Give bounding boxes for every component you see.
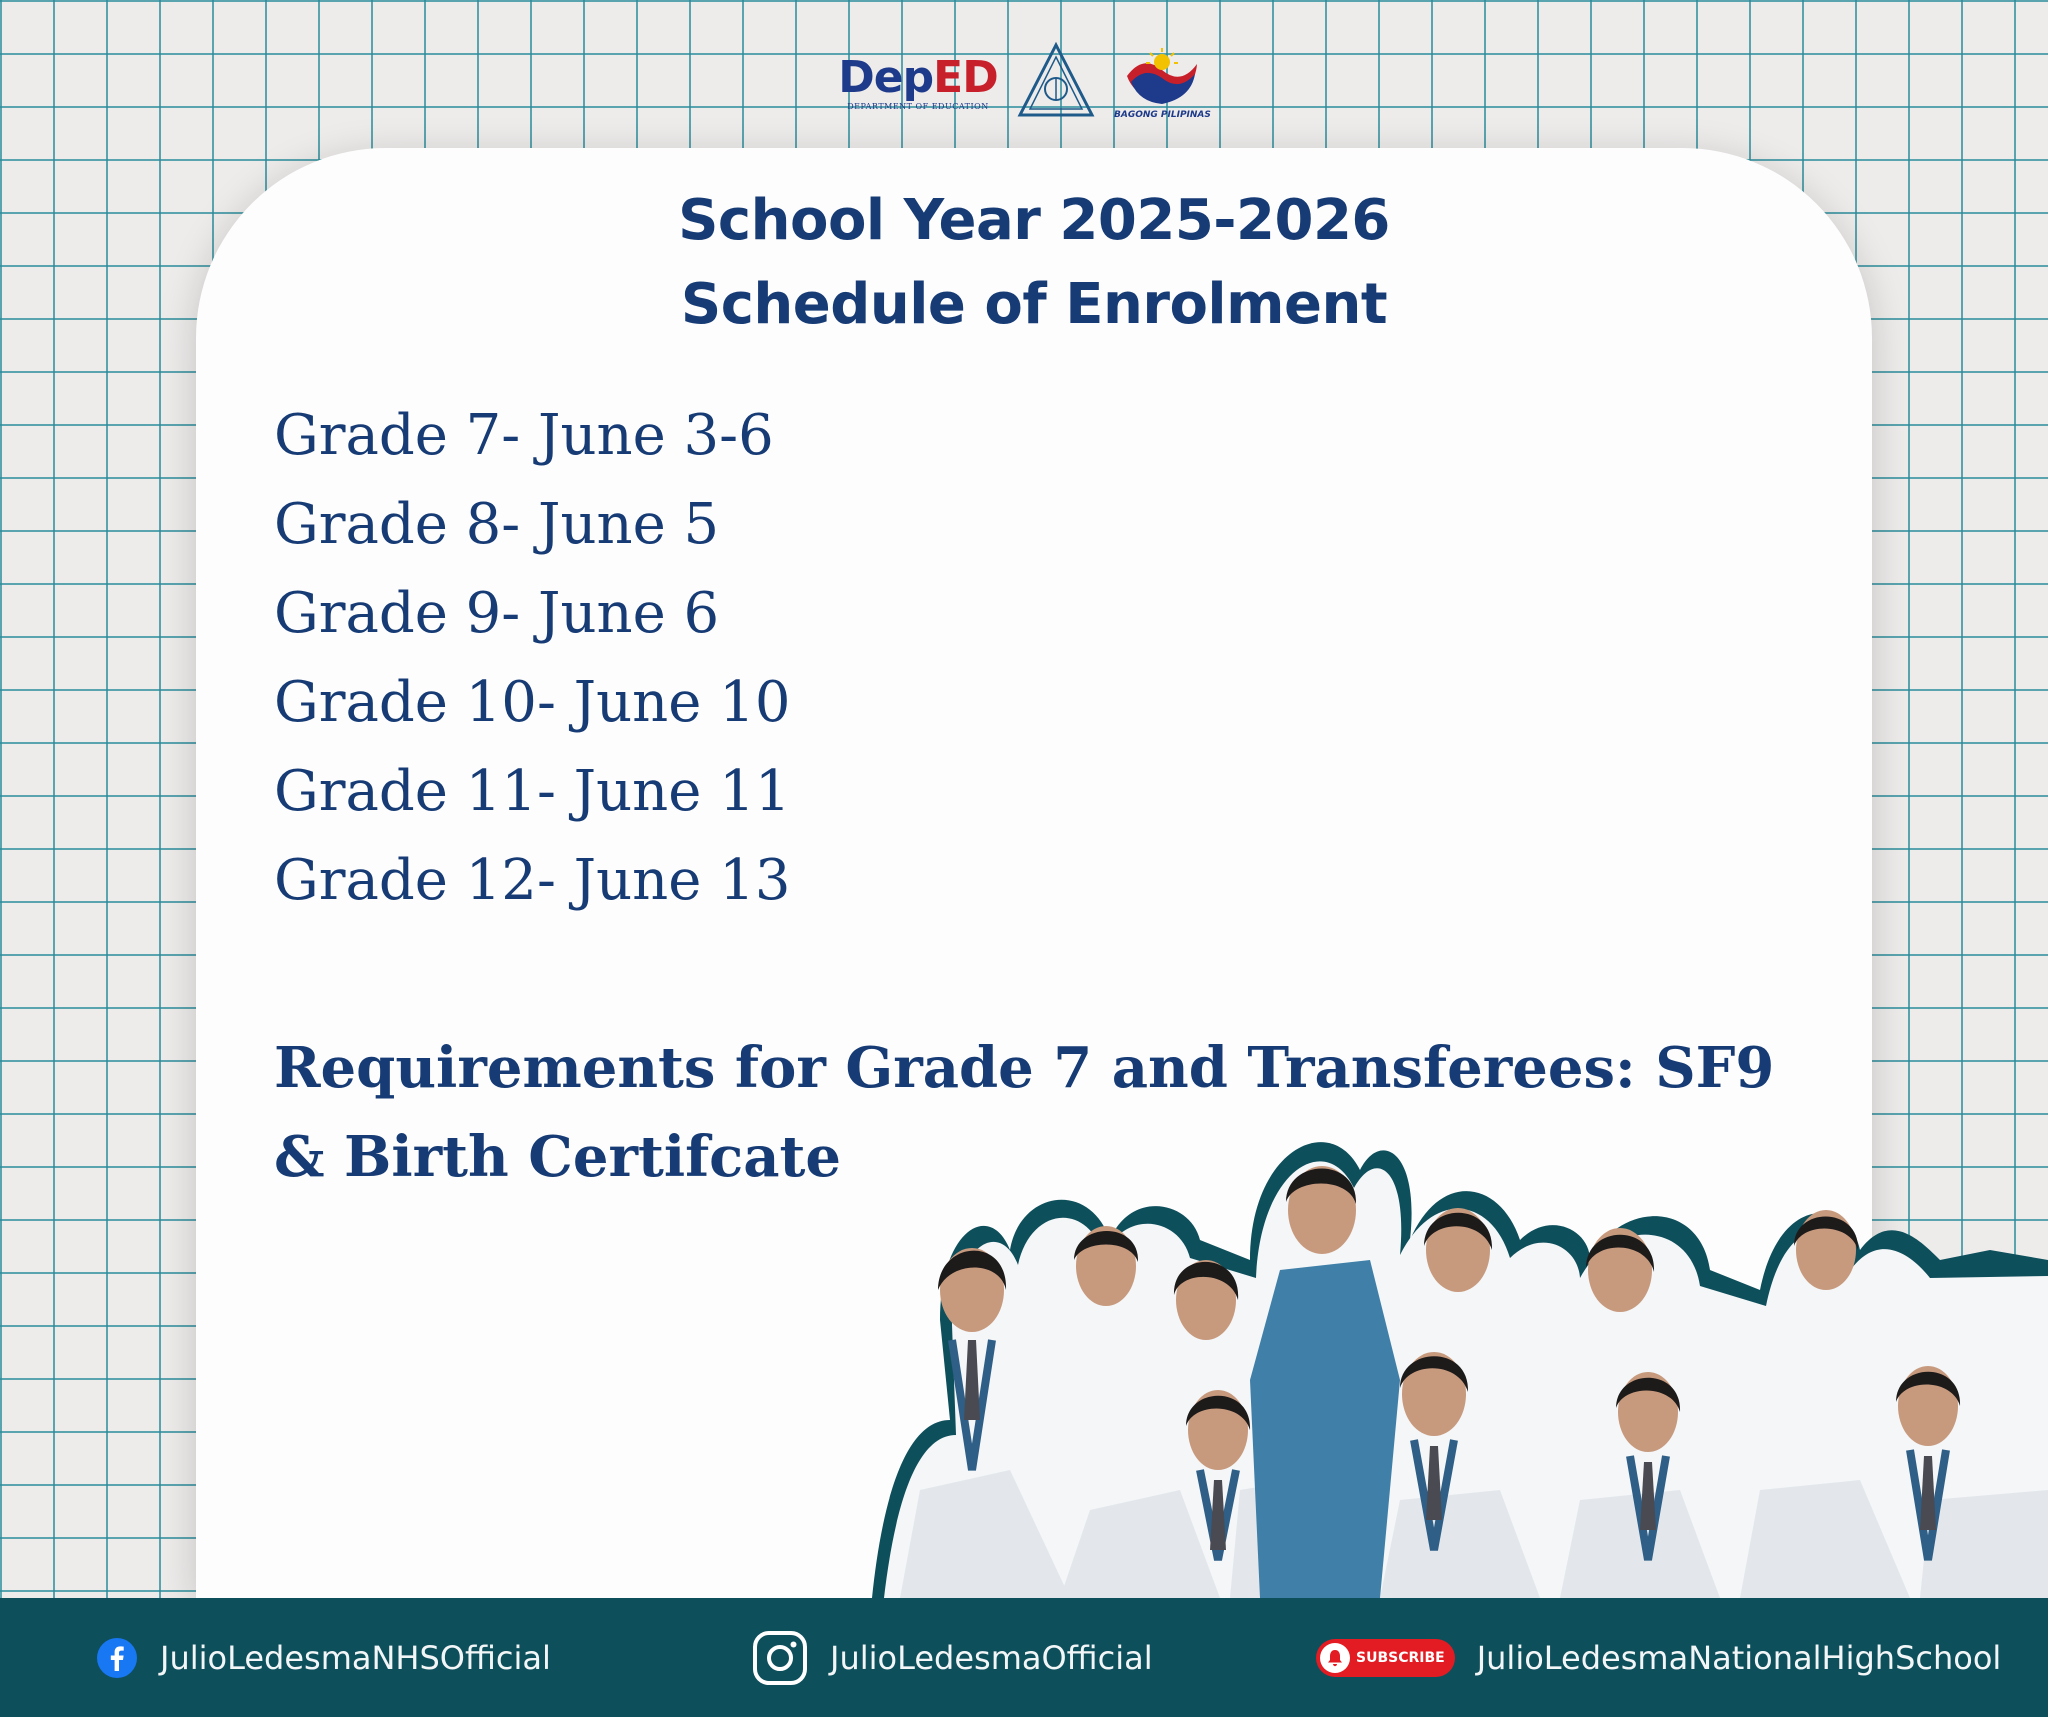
schedule-grade-11: Grade 11- June 11 [274,759,791,824]
instagram-handle: JulioLedesmaOfficial [830,1638,1153,1677]
schedule-grade-8: Grade 8- June 5 [274,492,720,557]
subscribe-label: SUBSCRIBE [1356,1649,1445,1666]
page-title: School Year 2025-2026 [678,188,1390,253]
grade-schedule-list [274,391,790,925]
deped-subtitle: DEPARTMENT OF EDUCATION [847,101,989,111]
youtube-channel: JulioLedesmaNationalHighSchool [1476,1638,2002,1677]
schedule-grade-7: Grade 7- June 3-6 [274,403,774,468]
bell-icon [1320,1643,1350,1673]
bagong-pilipinas-text: BAGONG PILIPINAS [1114,110,1211,120]
subscribe-button[interactable] [1316,1639,1455,1677]
deped-logo [838,51,998,111]
logo-row [838,38,1218,128]
facebook-link[interactable] [96,1598,551,1717]
requirements-line-1: Requirements for Grade 7 and Transferees: SF9 [274,1035,1775,1101]
facebook-handle: JulioLedesmaNHSOfficial [160,1638,551,1677]
deped-logo-ed: ED [933,51,998,103]
schedule-grade-12: Grade 12- June 13 [274,848,791,913]
page-subtitle: Schedule of Enrolment [680,272,1388,337]
instagram-icon [752,1630,808,1686]
schedule-grade-10: Grade 10- June 10 [274,670,791,735]
deped-logo-dep: Dep [838,51,934,103]
bagong-pilipinas-icon [1121,46,1203,108]
instagram-link[interactable] [752,1598,1153,1717]
schedule-grade-9: Grade 9- June 6 [274,581,720,646]
bagong-pilipinas-logo [1114,46,1211,120]
facebook-icon [96,1637,138,1679]
requirements-line-2: & Birth Certifcate [274,1124,842,1190]
social-footer [0,1598,2048,1717]
students-group-photo [860,1090,2048,1600]
youtube-link[interactable] [1316,1598,2001,1717]
school-seal-icon [1016,41,1096,126]
